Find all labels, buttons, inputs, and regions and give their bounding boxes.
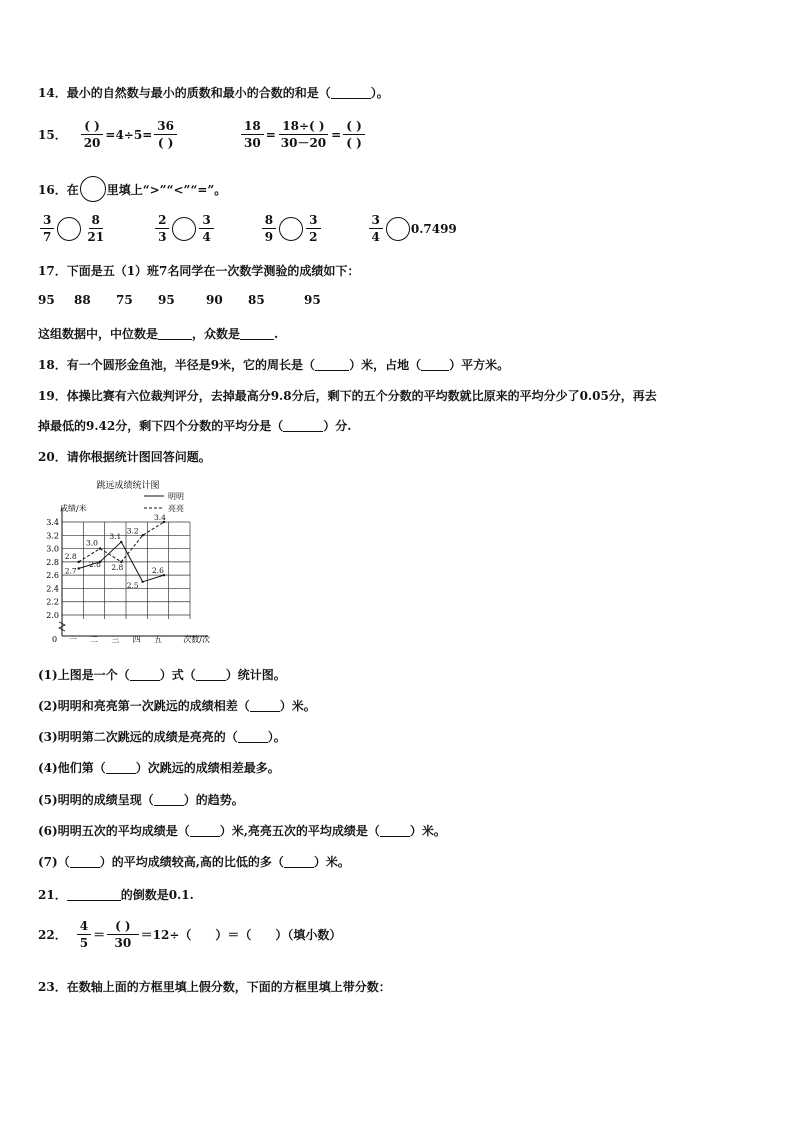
q20-sub-6: [38, 822, 446, 839]
question-16: [38, 176, 226, 202]
chart-data-label-s1-3: 3.1: [109, 531, 122, 541]
q21-number: 21．: [38, 888, 67, 902]
chart-ytick-4: 2.8: [46, 557, 59, 567]
q20-sub-7-a: （: [57, 855, 70, 869]
q20-sub-6-blank-2[interactable]: [380, 824, 410, 837]
q16-items: [38, 212, 457, 245]
chart-data-label-s2-2: 3.0: [86, 538, 98, 548]
chart-xtick-4: 五: [154, 635, 162, 644]
q20-text: 请你根据统计图回答问题。: [66, 450, 211, 464]
q16-i2-a-num: 2: [155, 212, 169, 229]
q17-q-text-c: .: [274, 327, 279, 341]
q20-sub-1-blank-1[interactable]: [130, 668, 160, 681]
question-23: [38, 978, 391, 995]
q15-middle-text: =4÷5=: [105, 127, 153, 142]
q20-number: 20．: [38, 450, 67, 464]
q16-text-end: 里填上“>”“<”“=”。: [106, 182, 227, 197]
chart-data-label-s1-5: 2.6: [152, 566, 164, 576]
q21-text: 的倒数是0.1.: [120, 888, 194, 902]
chart-legend-label-2: 亮亮: [168, 504, 184, 513]
q16-i4-a-den: 4: [371, 230, 380, 244]
q20-sub-3-label: (3): [38, 730, 58, 744]
q16-compare-circle-2[interactable]: [172, 217, 196, 241]
chart-xlabel: 次数/次: [183, 635, 210, 644]
q16-compare-circle-1[interactable]: [57, 217, 81, 241]
q19-line-2: [38, 417, 351, 434]
q17-score-6: 85: [248, 293, 265, 307]
q20-sub-7: [38, 853, 350, 870]
chart-ytick-1: 2.2: [46, 597, 59, 607]
q23-number: 23．: [38, 980, 67, 994]
q16-i3-b-den: 2: [309, 230, 318, 244]
q20-sub-2-label: (2): [38, 699, 58, 713]
q22-equals: ＝: [93, 928, 106, 942]
chart-ytick-3: 2.6: [46, 571, 59, 581]
q19-line-2-text-a: 掉最低的9.42分，剩下四个分数的平均分是（: [38, 419, 284, 433]
q20-sub-7-blank-2[interactable]: [284, 855, 314, 868]
chart-ytick-5: 3.0: [46, 544, 59, 554]
q20-sub-4-blank-1[interactable]: [106, 761, 136, 774]
q15-fraction-2: [154, 118, 177, 151]
q16-i3-a-den: 9: [264, 230, 274, 244]
chart-origin: 0: [52, 635, 58, 644]
q16-i4-b-decimal: 0.7499: [410, 221, 457, 236]
q15-f2-numerator: 36: [154, 118, 177, 135]
q20-sub-6-a: 明明五次的平均成绩是（: [57, 824, 190, 838]
chart-xtick-0: 一: [68, 635, 77, 644]
question-14: [38, 84, 389, 101]
q20-sub-3: [38, 728, 286, 745]
question-22: [38, 918, 341, 951]
q20-sub-1-a: 上图是一个（: [57, 668, 130, 682]
q14-text-end: ）。: [370, 86, 389, 100]
q20-sub-3-b: ）。: [267, 730, 286, 744]
chart-point-s2-4: [141, 534, 143, 536]
chart-axis-break: [59, 622, 65, 631]
question-20: [38, 448, 211, 465]
q20-sub-4-b: ）次跳远的成绩相差最多。: [135, 761, 280, 775]
q17-number: 17．: [38, 264, 67, 278]
q20-sub-1-label: (1): [38, 668, 58, 682]
q20-sub-6-b: ）米,亮亮五次的平均成绩是（: [219, 824, 380, 838]
chart-data-label-s1-1: 2.7: [64, 566, 77, 576]
chart-ytick-2: 2.4: [46, 584, 59, 594]
q15-fraction-1: [81, 118, 104, 151]
q20-sub-1-b: ）式（: [159, 668, 196, 682]
jump-chart: [40, 476, 220, 646]
q16-i3-b-num: 3: [306, 212, 320, 229]
q20-sub-6-label: (6): [38, 824, 58, 838]
q15-f4-denominator: 30－20: [280, 136, 327, 150]
q20-sub-6-blank-1[interactable]: [190, 824, 220, 837]
chart-legend-label-1: 明明: [168, 492, 184, 501]
chart-point-s2-1: [77, 561, 79, 563]
q22-f2-denominator: 30: [114, 936, 132, 950]
q20-sub-5-b: ）的趋势。: [183, 793, 244, 807]
chart-point-s1-4: [141, 581, 143, 583]
q20-sub-7-b: ）的平均成绩较高,高的比低的多（: [99, 855, 284, 869]
chart-data-label-s1-2: 2.8: [89, 559, 101, 569]
q15-equals-1: =: [265, 127, 276, 142]
q15-f3-numerator: 18: [241, 118, 264, 135]
chart-data-label-s2-3: 2.8: [111, 562, 124, 572]
q22-number: 22．: [38, 928, 67, 942]
q20-sub-2-a: 明明和亮亮第一次跳远的成绩相差（: [57, 699, 250, 713]
question-15: [38, 118, 367, 151]
q15-f1-denominator: 20: [83, 136, 101, 150]
q17-score-7: 95: [304, 293, 321, 307]
q16-i2-a-den: 3: [158, 230, 167, 244]
chart-ytick-7: 3.4: [46, 518, 59, 527]
q20-sub-7-label: (7): [38, 855, 58, 869]
q22-f1-denominator: 5: [79, 936, 89, 950]
q16-number: 16．: [38, 182, 67, 197]
chart-data-label-s2-1: 2.8: [64, 551, 77, 561]
q16-i1-b-num: 8: [89, 212, 103, 229]
q20-sub-7-blank-1[interactable]: [70, 855, 100, 868]
q15-equals-2: =: [331, 127, 342, 142]
q18-text-c: ）平方米。: [449, 358, 510, 372]
q17-mode-blank[interactable]: [240, 327, 274, 340]
q20-sub-5-label: (5): [38, 793, 58, 807]
question-19: [38, 387, 657, 404]
q23-text: 在数轴上面的方框里填上假分数，下面的方框里填上带分数：: [66, 980, 391, 994]
chart-point-s1-3: [120, 541, 122, 543]
q17-q-text-b: ，众数是: [192, 327, 241, 341]
chart-point-s2-2: [99, 547, 101, 549]
q16-item-2: [153, 212, 216, 245]
q17-score-4: 95: [158, 293, 175, 307]
q22-fraction-2: [107, 918, 139, 951]
chart-data-label-s2-5: 3.4: [154, 513, 166, 522]
q20-sub-4: [38, 759, 280, 776]
q20-sub-5-a: 明明的成绩呈现（: [57, 793, 154, 807]
q16-compare-circle-3[interactable]: [279, 217, 303, 241]
q18-text-b: ）米，占地（: [349, 358, 422, 372]
q20-sub-1: [38, 666, 286, 683]
q20-sub-2-b: ）米。: [279, 699, 316, 713]
q17-q-text-a: 这组数据中，中位数是: [38, 327, 159, 341]
chart-ytick-6: 3.2: [46, 531, 59, 541]
q16-item-1: [38, 212, 109, 245]
q20-sub-3-a: 明明第二次跳远的成绩是亮亮的（: [57, 730, 238, 744]
q15-fraction-3: [241, 118, 264, 151]
q19-number: 19．: [38, 389, 67, 403]
q17-score-3: 75: [116, 293, 133, 307]
q22-rest: ＝12÷（ ）＝（ ）（填小数）: [140, 928, 342, 942]
q16-example-circle: [80, 176, 106, 202]
q18-text-a: 有一个圆形金鱼池，半径是9米，它的周长是（: [66, 358, 316, 372]
q16-i2-b-num: 3: [199, 212, 213, 229]
q16-i2-b-den: 4: [202, 230, 211, 244]
q15-f2-denominator[interactable]: ( ): [157, 136, 174, 150]
q17-question: [38, 325, 278, 342]
q16-i3-a-num: 8: [262, 212, 276, 229]
q17-median-blank[interactable]: [158, 327, 192, 340]
q15-f1-numerator[interactable]: ( ): [81, 118, 103, 135]
chart-data-label-s2-4: 3.2: [126, 526, 139, 536]
q20-sub-5: [38, 791, 244, 808]
question-18: [38, 356, 509, 373]
q16-item-4: [367, 212, 457, 245]
q20-sub-5-blank-1[interactable]: [154, 793, 184, 806]
chart-ylabel: 成绩/米: [60, 504, 87, 513]
q17-score-1: 95: [38, 293, 55, 307]
q18-area-blank[interactable]: [421, 358, 449, 371]
q16-i1-a-num: 3: [40, 212, 54, 229]
q20-sub-1-c: ）统计图。: [225, 668, 286, 682]
q17-text: 下面是五（1）班7名同学在一次数学测验的成绩如下：: [66, 264, 360, 278]
chart-ytick-0: 2.0: [46, 611, 59, 621]
q15-f5-numerator[interactable]: ( ): [343, 118, 365, 135]
q20-sub-2: [38, 697, 316, 714]
q18-number: 18．: [38, 358, 67, 372]
q20-sub-3-blank-1[interactable]: [238, 730, 268, 743]
q22-f1-numerator: 4: [77, 918, 91, 935]
q22-f2-numerator[interactable]: ( ): [107, 918, 139, 935]
q22-fraction-1: [77, 918, 91, 951]
q15-f3-denominator: 30: [243, 136, 261, 150]
q21-answer-blank[interactable]: [67, 888, 121, 901]
q20-sub-4-label: (4): [38, 761, 58, 775]
q15-f4-numerator[interactable]: 18÷( ): [279, 118, 327, 135]
q17-score-2: 88: [74, 293, 91, 307]
q20-sub-1-blank-2[interactable]: [196, 668, 226, 681]
q20-sub-2-blank-1[interactable]: [250, 699, 280, 712]
q15-number: 15．: [38, 128, 67, 142]
q16-i1-b-den: 21: [87, 230, 105, 244]
q14-answer-blank[interactable]: [331, 86, 371, 99]
q16-compare-circle-4[interactable]: [386, 217, 410, 241]
q18-circumference-blank[interactable]: [315, 358, 349, 371]
question-17: [38, 262, 359, 279]
q15-f5-denominator[interactable]: ( ): [346, 136, 362, 150]
q16-item-3: [260, 212, 323, 245]
q16-i1-a-den: 7: [43, 230, 52, 244]
q19-line-2-text-b: ）分.: [323, 419, 352, 433]
chart-point-s1-1: [77, 567, 79, 569]
chart-xtick-1: 二: [90, 635, 98, 644]
q16-text-start: 在: [66, 182, 79, 197]
q17-score-5: 90: [206, 293, 223, 307]
chart-xtick-3: 四: [132, 635, 141, 644]
q20-sub-4-a: 他们第（: [57, 761, 106, 775]
q19-line-1: 体操比赛有六位裁判评分，去掉最高分9.8分后，剩下的五个分数的平均数就比原来的平均分少了0.05分，再去: [66, 389, 657, 403]
chart-xtick-2: 三: [111, 635, 120, 644]
q16-i4-a-num: 3: [369, 212, 383, 229]
chart-title: 跳远成绩统计图: [96, 481, 160, 491]
question-21: [38, 886, 194, 903]
q19-answer-blank[interactable]: [283, 419, 323, 432]
q20-sub-7-c: ）米。: [313, 855, 350, 869]
q14-number: 14．: [38, 86, 67, 100]
q15-fraction-4: [278, 118, 329, 151]
q15-fraction-5: [343, 118, 365, 151]
q20-sub-6-c: ）米。: [409, 824, 446, 838]
chart-data-label-s1-4: 2.5: [126, 580, 139, 590]
q14-text: 最小的自然数与最小的质数和最小的合数的和是（: [66, 86, 331, 100]
